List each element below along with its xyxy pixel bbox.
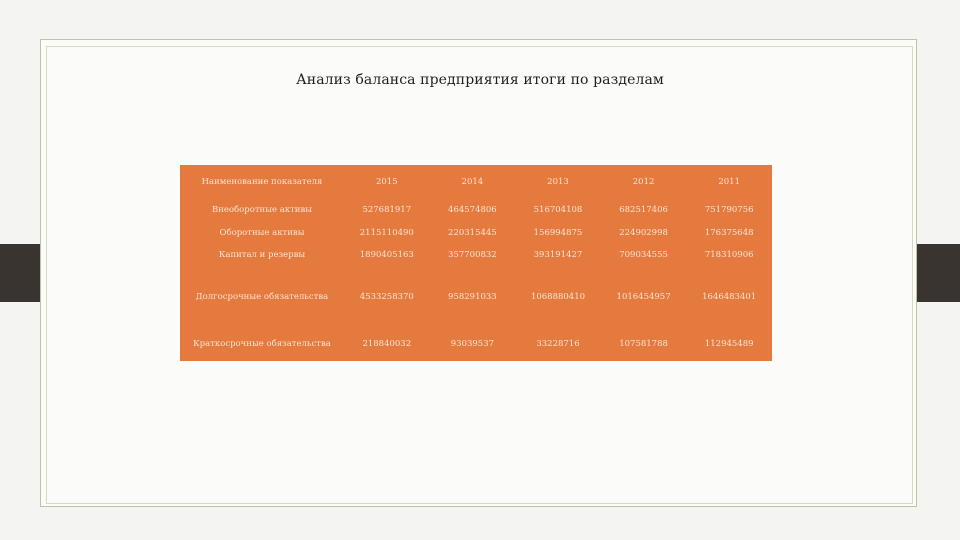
table-cell: 93039537 <box>450 339 495 349</box>
table-row <box>180 221 772 244</box>
table-cell: 1646483401 <box>702 291 757 302</box>
slide-title: Анализ баланса предприятия итоги по разделам <box>296 72 664 88</box>
table-cell: 393191427 <box>533 250 583 260</box>
header-cell: 2012 <box>632 176 655 187</box>
table-cell: 357700832 <box>448 250 497 260</box>
table-cell: 516704108 <box>533 204 583 215</box>
table-cell: 33228716 <box>536 339 580 349</box>
header-cell: 2014 <box>461 176 484 187</box>
table-cell: 709034555 <box>619 250 668 260</box>
table-cell: 107581788 <box>619 339 668 349</box>
table-cell: 751790756 <box>704 204 754 215</box>
header-cell: 2015 <box>375 176 398 187</box>
row-label: Краткосрочные обязательства <box>193 339 331 349</box>
table-row <box>180 266 772 327</box>
table-row <box>180 198 772 221</box>
header-cell: Наименование показателя <box>201 176 323 187</box>
row-label: Долгосрочные обязательства <box>195 291 329 302</box>
table-cell: 224902998 <box>619 227 668 238</box>
table-cell: 1016454957 <box>616 291 671 302</box>
table-row <box>180 244 772 266</box>
table-cell: 4533258370 <box>359 291 414 302</box>
header-cell: 2011 <box>718 176 740 187</box>
table-cell: 2115110490 <box>359 227 414 238</box>
header-cell: 2013 <box>547 176 569 187</box>
table-cell: 176375648 <box>704 227 754 238</box>
table-cell: 958291033 <box>448 291 497 302</box>
table-cell: 220315445 <box>448 227 497 238</box>
row-label: Капитал и резервы <box>218 250 306 260</box>
table-cell: 1068880410 <box>530 291 586 302</box>
table-cell: 718310906 <box>704 250 754 260</box>
table-cell: 682517406 <box>619 204 668 215</box>
row-label: Внеоборотные активы <box>211 204 313 215</box>
row-label: Оборотные активы <box>219 227 305 238</box>
table-cell: 1890405163 <box>359 250 414 260</box>
table-cell: 218840032 <box>362 339 412 349</box>
table-row <box>180 327 772 361</box>
table-header-row <box>180 165 772 198</box>
balance-table-container <box>180 165 772 361</box>
table-cell: 527681917 <box>362 204 412 215</box>
table-cell: 464574806 <box>448 204 497 215</box>
table-cell: 156994875 <box>533 227 583 238</box>
table-cell: 112945489 <box>704 339 754 349</box>
balance-table <box>180 165 772 361</box>
